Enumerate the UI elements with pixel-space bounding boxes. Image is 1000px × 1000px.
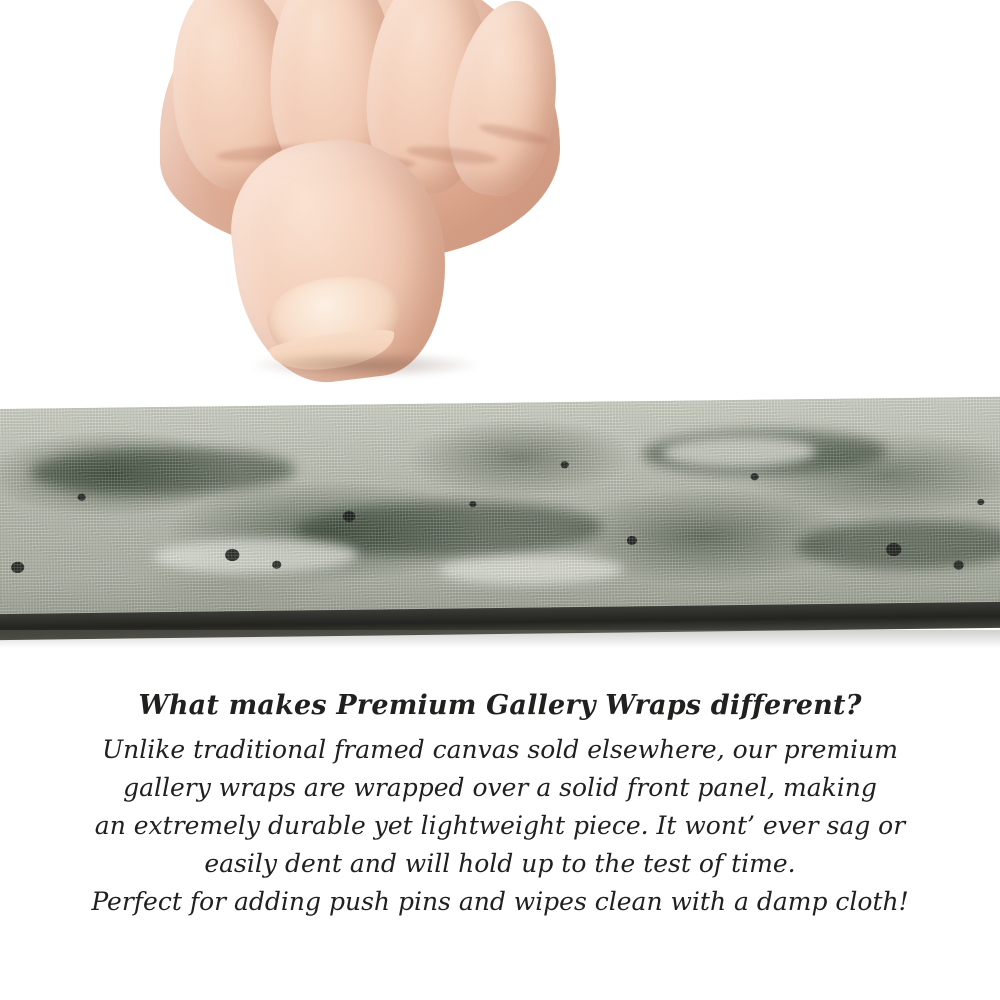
caption-line: easily dent and will hold up to the test of time. [204,849,796,878]
finger-contact-shadow [250,352,480,378]
canvas-speck [954,560,964,569]
caption-heading: What makes Premium Gallery Wraps different? [138,690,862,721]
caption-line: an extremely durable yet lightweight piece. It wont’ ever sag or [94,811,906,840]
canvas-speck [469,501,476,507]
canvas-speck [272,561,281,569]
caption-line: gallery wraps are wrapped over a solid front panel, making [123,773,877,802]
canvas-highlight [154,537,358,574]
caption-line: Unlike traditional framed canvas sold elsewhere, our premium [102,735,898,764]
hand-illustration [120,0,560,410]
canvas-speck [977,499,984,505]
canvas-speck [561,461,569,468]
canvas-highlight [439,554,623,585]
canvas-speck [225,549,239,561]
canvas-speck [77,494,85,501]
caption-body [0,731,1000,921]
canvas-speck [627,536,637,545]
canvas-wrap-edge [0,397,1000,629]
canvas-drop-shadow [0,630,1000,648]
caption-line: Perfect for adding push pins and wipes clean with a damp cloth! [91,887,909,916]
hand-photo-region [0,0,1000,410]
paint-streak [30,446,296,496]
caption-block [0,690,1000,921]
canvas-speck [11,562,24,573]
canvas-speck [750,473,758,480]
canvas-speck [343,511,355,522]
